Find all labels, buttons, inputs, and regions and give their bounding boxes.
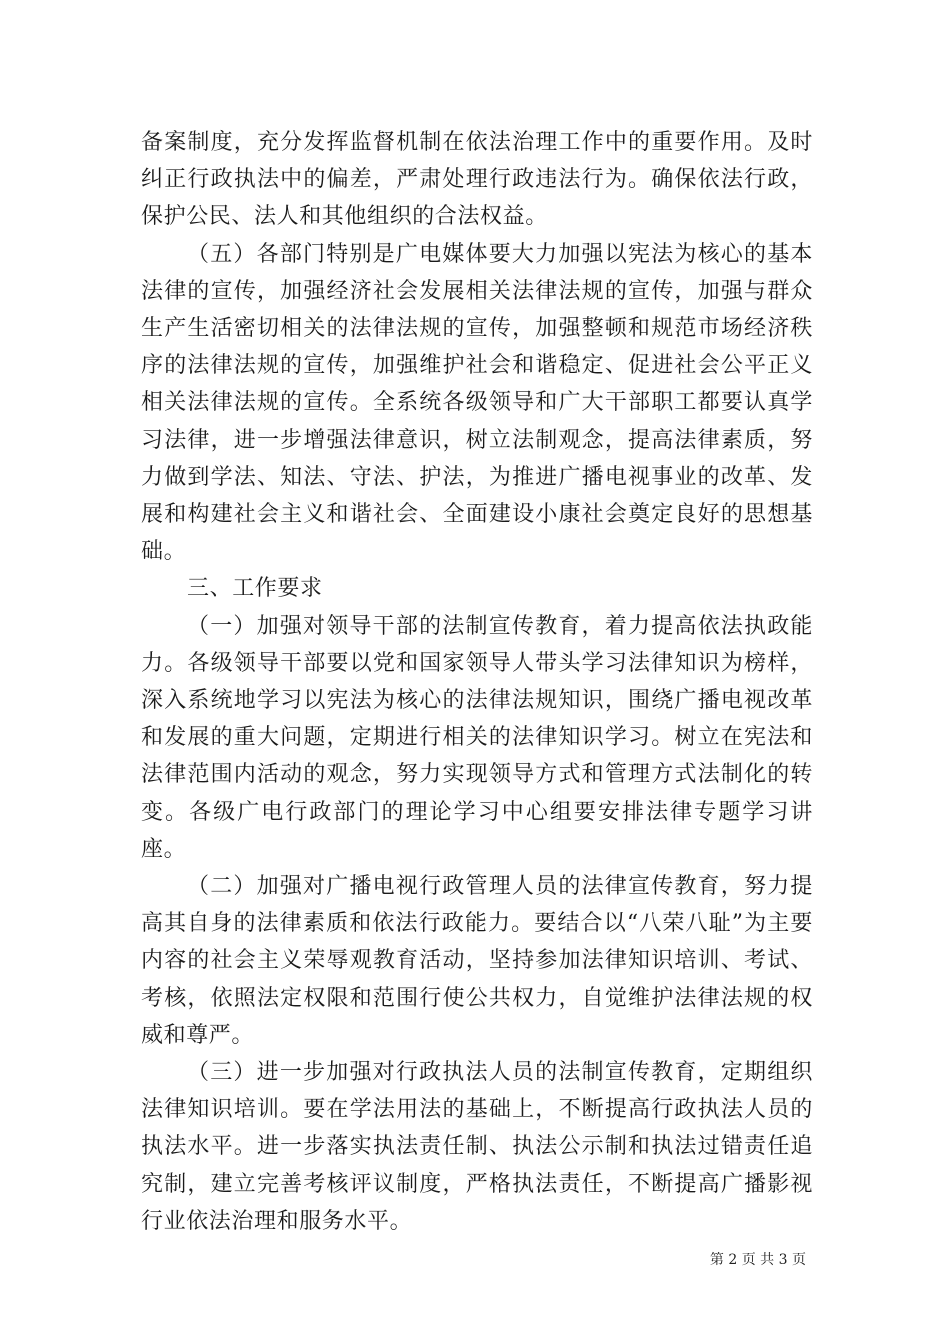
paragraph-item-five: （五）各部门特别是广电媒体要大力加强以宪法为核心的基本法律的宣传，加强经济社会发展相关法律法规的宣传，加强与群众生产生活密切相关的法律法规的宣传，加强整顿和规范市场经济秩序的法律法规的宣传，加强维护社会和谐稳定、促进社会公平正义相关法律法规的宣传。全系统各级领导和广大干部职工都要认真学习法律，进一步增强法律意识，树立法制观念，提高法律素质，努力做到学法、知法、守法、护法，为推进广播电视事业的改革、发展和构建社会主义和谐社会、全面建设小康社会奠定良好的思想基础。 [141,241,813,565]
document-body [141,124,813,1240]
section-heading-work-requirements: 三、工作要求 [187,576,323,602]
paragraph-requirement-one: （一）加强对领导干部的法制宣传教育，着力提高依法执政能力。各级领导干部要以党和国家领导人带头学习法律知识为榜样，深入系统地学习以宪法为核心的法律法规知识，围绕广播电视改革和发展的重大问题，定期进行相关的法律知识学习。树立在宪法和法律范围内活动的观念，努力实现领导方式和管理方式法制化的转变。各级广电行政部门的理论学习中心组要安排法律专题学习讲座。 [141,613,813,862]
page-number-footer: 第 2 页 共 3 页 [709,1252,806,1268]
paragraph-requirement-three: （三）进一步加强对行政执法人员的法制宣传教育，定期组织法律知识培训。要在学法用法的基础上，不断提高行政执法人员的执法水平。进一步落实执法责任制、执法公示制和执法过错责任追究制，建立完善考核评议制度，严格执法责任，不断提高广播影视行业依法治理和服务水平。 [141,1060,813,1234]
paragraph-requirement-two: （二）加强对广播电视行政管理人员的法律宣传教育，努力提高其自身的法律素质和依法行政能力。要结合以“八荣八耻”为主要内容的社会主义荣辱观教育活动，坚持参加法律知识培训、考试、考核，依照法定权限和范围行使公共权力，自觉维护法律法规的权威和尊严。 [141,874,813,1048]
paragraph-continuation: 备案制度，充分发挥监督机制在依法治理工作中的重要作用。及时纠正行政执法中的偏差，严肃处理行政违法行为。确保依法行政，保护公民、法人和其他组织的合法权益。 [141,130,813,230]
